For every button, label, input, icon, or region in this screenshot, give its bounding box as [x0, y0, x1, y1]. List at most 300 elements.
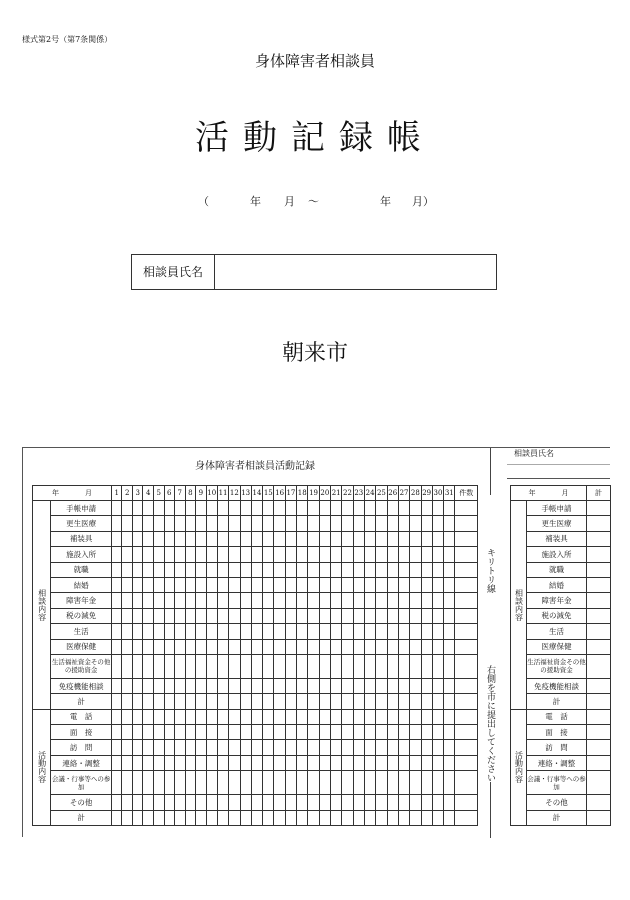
- day-cell[interactable]: [251, 562, 262, 577]
- day-cell[interactable]: [376, 795, 387, 810]
- total-cell[interactable]: [587, 740, 611, 755]
- day-cell[interactable]: [410, 516, 421, 531]
- day-cell[interactable]: [229, 709, 240, 724]
- day-cell[interactable]: [154, 501, 165, 516]
- day-cell[interactable]: [376, 694, 387, 709]
- day-cell[interactable]: [387, 709, 398, 724]
- day-cell[interactable]: [319, 771, 330, 795]
- day-cell[interactable]: [274, 639, 285, 654]
- day-cell[interactable]: [154, 547, 165, 562]
- day-cell[interactable]: [217, 624, 228, 639]
- day-cell[interactable]: [308, 516, 319, 531]
- day-cell[interactable]: [331, 810, 342, 825]
- day-cell[interactable]: [444, 709, 455, 724]
- day-cell[interactable]: [164, 678, 175, 693]
- day-cell[interactable]: [196, 531, 207, 546]
- day-cell[interactable]: [206, 771, 217, 795]
- day-cell[interactable]: [164, 547, 175, 562]
- day-cell[interactable]: [410, 608, 421, 623]
- day-cell[interactable]: [444, 593, 455, 608]
- day-cell[interactable]: [364, 725, 375, 740]
- day-cell[interactable]: [229, 654, 240, 678]
- day-cell[interactable]: [342, 755, 353, 770]
- day-cell[interactable]: [132, 624, 143, 639]
- count-cell[interactable]: [455, 771, 478, 795]
- day-cell[interactable]: [217, 562, 228, 577]
- day-cell[interactable]: [410, 771, 421, 795]
- day-cell[interactable]: [376, 624, 387, 639]
- day-cell[interactable]: [297, 639, 308, 654]
- day-cell[interactable]: [387, 593, 398, 608]
- day-cell[interactable]: [206, 755, 217, 770]
- day-cell[interactable]: [376, 654, 387, 678]
- day-cell[interactable]: [196, 547, 207, 562]
- day-cell[interactable]: [217, 516, 228, 531]
- day-cell[interactable]: [143, 795, 154, 810]
- day-cell[interactable]: [376, 501, 387, 516]
- day-cell[interactable]: [229, 740, 240, 755]
- day-cell[interactable]: [251, 755, 262, 770]
- day-cell[interactable]: [410, 593, 421, 608]
- day-cell[interactable]: [297, 810, 308, 825]
- day-cell[interactable]: [319, 639, 330, 654]
- day-cell[interactable]: [398, 624, 409, 639]
- day-cell[interactable]: [342, 608, 353, 623]
- day-cell[interactable]: [432, 562, 443, 577]
- day-cell[interactable]: [342, 795, 353, 810]
- day-cell[interactable]: [206, 795, 217, 810]
- day-cell[interactable]: [240, 639, 251, 654]
- day-cell[interactable]: [421, 562, 432, 577]
- day-cell[interactable]: [421, 678, 432, 693]
- day-cell[interactable]: [154, 562, 165, 577]
- day-cell[interactable]: [297, 547, 308, 562]
- day-cell[interactable]: [444, 771, 455, 795]
- day-cell[interactable]: [251, 694, 262, 709]
- day-cell[interactable]: [297, 501, 308, 516]
- day-cell[interactable]: [410, 501, 421, 516]
- day-cell[interactable]: [398, 740, 409, 755]
- day-cell[interactable]: [342, 501, 353, 516]
- day-cell[interactable]: [185, 740, 196, 755]
- day-cell[interactable]: [251, 639, 262, 654]
- day-cell[interactable]: [263, 694, 274, 709]
- day-cell[interactable]: [175, 547, 186, 562]
- day-cell[interactable]: [154, 740, 165, 755]
- day-cell[interactable]: [444, 740, 455, 755]
- day-cell[interactable]: [111, 562, 122, 577]
- day-cell[interactable]: [240, 725, 251, 740]
- day-cell[interactable]: [319, 531, 330, 546]
- day-cell[interactable]: [421, 608, 432, 623]
- day-cell[interactable]: [154, 755, 165, 770]
- day-cell[interactable]: [297, 577, 308, 592]
- day-cell[interactable]: [185, 608, 196, 623]
- day-cell[interactable]: [251, 795, 262, 810]
- day-cell[interactable]: [122, 654, 133, 678]
- day-cell[interactable]: [331, 577, 342, 592]
- day-cell[interactable]: [398, 562, 409, 577]
- day-cell[interactable]: [132, 694, 143, 709]
- day-cell[interactable]: [132, 501, 143, 516]
- day-cell[interactable]: [132, 709, 143, 724]
- day-cell[interactable]: [398, 547, 409, 562]
- day-cell[interactable]: [285, 593, 296, 608]
- day-cell[interactable]: [185, 531, 196, 546]
- day-cell[interactable]: [154, 694, 165, 709]
- day-cell[interactable]: [240, 593, 251, 608]
- day-cell[interactable]: [376, 547, 387, 562]
- day-cell[interactable]: [432, 516, 443, 531]
- day-cell[interactable]: [353, 593, 364, 608]
- day-cell[interactable]: [185, 547, 196, 562]
- day-cell[interactable]: [297, 755, 308, 770]
- day-cell[interactable]: [274, 608, 285, 623]
- count-cell[interactable]: [455, 624, 478, 639]
- day-cell[interactable]: [342, 547, 353, 562]
- day-cell[interactable]: [398, 725, 409, 740]
- day-cell[interactable]: [398, 755, 409, 770]
- day-cell[interactable]: [421, 639, 432, 654]
- day-cell[interactable]: [217, 740, 228, 755]
- day-cell[interactable]: [196, 694, 207, 709]
- day-cell[interactable]: [353, 810, 364, 825]
- day-cell[interactable]: [196, 810, 207, 825]
- day-cell[interactable]: [111, 547, 122, 562]
- day-cell[interactable]: [432, 678, 443, 693]
- day-cell[interactable]: [122, 725, 133, 740]
- day-cell[interactable]: [175, 593, 186, 608]
- day-cell[interactable]: [240, 531, 251, 546]
- day-cell[interactable]: [122, 795, 133, 810]
- day-cell[interactable]: [444, 678, 455, 693]
- day-cell[interactable]: [319, 725, 330, 740]
- count-cell[interactable]: [455, 810, 478, 825]
- day-cell[interactable]: [285, 755, 296, 770]
- day-cell[interactable]: [421, 771, 432, 795]
- day-cell[interactable]: [410, 740, 421, 755]
- day-cell[interactable]: [410, 639, 421, 654]
- day-cell[interactable]: [122, 547, 133, 562]
- day-cell[interactable]: [143, 810, 154, 825]
- day-cell[interactable]: [263, 795, 274, 810]
- day-cell[interactable]: [274, 501, 285, 516]
- day-cell[interactable]: [122, 531, 133, 546]
- day-cell[interactable]: [206, 577, 217, 592]
- day-cell[interactable]: [132, 516, 143, 531]
- day-cell[interactable]: [353, 624, 364, 639]
- day-cell[interactable]: [364, 516, 375, 531]
- day-cell[interactable]: [122, 624, 133, 639]
- count-cell[interactable]: [455, 725, 478, 740]
- day-cell[interactable]: [143, 562, 154, 577]
- day-cell[interactable]: [240, 795, 251, 810]
- day-cell[interactable]: [154, 577, 165, 592]
- day-cell[interactable]: [175, 694, 186, 709]
- day-cell[interactable]: [285, 725, 296, 740]
- day-cell[interactable]: [421, 755, 432, 770]
- day-cell[interactable]: [251, 771, 262, 795]
- day-cell[interactable]: [240, 516, 251, 531]
- day-cell[interactable]: [274, 725, 285, 740]
- day-cell[interactable]: [376, 531, 387, 546]
- day-cell[interactable]: [387, 562, 398, 577]
- day-cell[interactable]: [164, 694, 175, 709]
- day-cell[interactable]: [185, 755, 196, 770]
- day-cell[interactable]: [154, 516, 165, 531]
- day-cell[interactable]: [444, 516, 455, 531]
- day-cell[interactable]: [132, 562, 143, 577]
- day-cell[interactable]: [274, 593, 285, 608]
- day-cell[interactable]: [297, 795, 308, 810]
- day-cell[interactable]: [185, 709, 196, 724]
- day-cell[interactable]: [353, 501, 364, 516]
- day-cell[interactable]: [331, 755, 342, 770]
- day-cell[interactable]: [342, 639, 353, 654]
- day-cell[interactable]: [308, 639, 319, 654]
- day-cell[interactable]: [387, 694, 398, 709]
- count-cell[interactable]: [455, 562, 478, 577]
- day-cell[interactable]: [410, 547, 421, 562]
- day-cell[interactable]: [251, 516, 262, 531]
- day-cell[interactable]: [164, 624, 175, 639]
- day-cell[interactable]: [206, 501, 217, 516]
- day-cell[interactable]: [421, 577, 432, 592]
- day-cell[interactable]: [353, 562, 364, 577]
- day-cell[interactable]: [421, 740, 432, 755]
- count-cell[interactable]: [455, 516, 478, 531]
- day-cell[interactable]: [398, 771, 409, 795]
- day-cell[interactable]: [240, 562, 251, 577]
- day-cell[interactable]: [353, 709, 364, 724]
- day-cell[interactable]: [240, 810, 251, 825]
- day-cell[interactable]: [175, 678, 186, 693]
- day-cell[interactable]: [164, 709, 175, 724]
- day-cell[interactable]: [143, 501, 154, 516]
- day-cell[interactable]: [206, 531, 217, 546]
- day-cell[interactable]: [297, 654, 308, 678]
- day-cell[interactable]: [274, 577, 285, 592]
- day-cell[interactable]: [263, 678, 274, 693]
- day-cell[interactable]: [143, 654, 154, 678]
- count-cell[interactable]: [455, 654, 478, 678]
- day-cell[interactable]: [353, 755, 364, 770]
- day-cell[interactable]: [154, 810, 165, 825]
- day-cell[interactable]: [297, 725, 308, 740]
- day-cell[interactable]: [206, 516, 217, 531]
- day-cell[interactable]: [132, 771, 143, 795]
- day-cell[interactable]: [398, 516, 409, 531]
- day-cell[interactable]: [263, 771, 274, 795]
- day-cell[interactable]: [154, 639, 165, 654]
- day-cell[interactable]: [285, 562, 296, 577]
- day-cell[interactable]: [274, 709, 285, 724]
- day-cell[interactable]: [387, 608, 398, 623]
- day-cell[interactable]: [206, 562, 217, 577]
- day-cell[interactable]: [251, 740, 262, 755]
- day-cell[interactable]: [364, 624, 375, 639]
- day-cell[interactable]: [111, 577, 122, 592]
- day-cell[interactable]: [331, 501, 342, 516]
- day-cell[interactable]: [164, 516, 175, 531]
- total-cell[interactable]: [587, 531, 611, 546]
- day-cell[interactable]: [308, 562, 319, 577]
- day-cell[interactable]: [206, 810, 217, 825]
- day-cell[interactable]: [229, 755, 240, 770]
- day-cell[interactable]: [308, 755, 319, 770]
- day-cell[interactable]: [308, 501, 319, 516]
- day-cell[interactable]: [285, 771, 296, 795]
- day-cell[interactable]: [297, 562, 308, 577]
- day-cell[interactable]: [376, 810, 387, 825]
- day-cell[interactable]: [132, 608, 143, 623]
- day-cell[interactable]: [410, 755, 421, 770]
- day-cell[interactable]: [398, 608, 409, 623]
- day-cell[interactable]: [217, 593, 228, 608]
- day-cell[interactable]: [285, 740, 296, 755]
- day-cell[interactable]: [274, 810, 285, 825]
- day-cell[interactable]: [297, 531, 308, 546]
- day-cell[interactable]: [164, 725, 175, 740]
- day-cell[interactable]: [122, 678, 133, 693]
- day-cell[interactable]: [206, 709, 217, 724]
- day-cell[interactable]: [342, 725, 353, 740]
- day-cell[interactable]: [331, 740, 342, 755]
- day-cell[interactable]: [175, 516, 186, 531]
- day-cell[interactable]: [331, 678, 342, 693]
- day-cell[interactable]: [164, 608, 175, 623]
- day-cell[interactable]: [308, 740, 319, 755]
- day-cell[interactable]: [263, 810, 274, 825]
- day-cell[interactable]: [364, 755, 375, 770]
- day-cell[interactable]: [319, 501, 330, 516]
- day-cell[interactable]: [319, 624, 330, 639]
- day-cell[interactable]: [353, 795, 364, 810]
- day-cell[interactable]: [342, 577, 353, 592]
- day-cell[interactable]: [122, 709, 133, 724]
- day-cell[interactable]: [164, 639, 175, 654]
- day-cell[interactable]: [217, 654, 228, 678]
- count-cell[interactable]: [455, 608, 478, 623]
- day-cell[interactable]: [319, 755, 330, 770]
- day-cell[interactable]: [297, 709, 308, 724]
- day-cell[interactable]: [263, 501, 274, 516]
- day-cell[interactable]: [398, 531, 409, 546]
- day-cell[interactable]: [353, 771, 364, 795]
- day-cell[interactable]: [274, 547, 285, 562]
- day-cell[interactable]: [111, 771, 122, 795]
- day-cell[interactable]: [217, 678, 228, 693]
- day-cell[interactable]: [308, 795, 319, 810]
- day-cell[interactable]: [319, 810, 330, 825]
- total-cell[interactable]: [587, 654, 611, 678]
- day-cell[interactable]: [263, 755, 274, 770]
- day-cell[interactable]: [432, 624, 443, 639]
- day-cell[interactable]: [206, 547, 217, 562]
- day-cell[interactable]: [274, 678, 285, 693]
- day-cell[interactable]: [353, 740, 364, 755]
- day-cell[interactable]: [364, 608, 375, 623]
- day-cell[interactable]: [185, 795, 196, 810]
- day-cell[interactable]: [432, 694, 443, 709]
- day-cell[interactable]: [342, 593, 353, 608]
- day-cell[interactable]: [410, 810, 421, 825]
- day-cell[interactable]: [122, 755, 133, 770]
- day-cell[interactable]: [444, 694, 455, 709]
- day-cell[interactable]: [376, 593, 387, 608]
- day-cell[interactable]: [217, 725, 228, 740]
- day-cell[interactable]: [111, 639, 122, 654]
- day-cell[interactable]: [353, 547, 364, 562]
- day-cell[interactable]: [206, 593, 217, 608]
- day-cell[interactable]: [387, 624, 398, 639]
- day-cell[interactable]: [410, 725, 421, 740]
- day-cell[interactable]: [111, 531, 122, 546]
- day-cell[interactable]: [185, 639, 196, 654]
- day-cell[interactable]: [432, 639, 443, 654]
- day-cell[interactable]: [175, 755, 186, 770]
- day-cell[interactable]: [364, 501, 375, 516]
- day-cell[interactable]: [342, 516, 353, 531]
- day-cell[interactable]: [285, 624, 296, 639]
- day-cell[interactable]: [164, 501, 175, 516]
- day-cell[interactable]: [353, 654, 364, 678]
- day-cell[interactable]: [122, 593, 133, 608]
- day-cell[interactable]: [111, 608, 122, 623]
- day-cell[interactable]: [274, 654, 285, 678]
- day-cell[interactable]: [421, 795, 432, 810]
- day-cell[interactable]: [432, 709, 443, 724]
- day-cell[interactable]: [308, 725, 319, 740]
- day-cell[interactable]: [285, 531, 296, 546]
- total-cell[interactable]: [587, 725, 611, 740]
- day-cell[interactable]: [154, 624, 165, 639]
- day-cell[interactable]: [342, 654, 353, 678]
- day-cell[interactable]: [111, 624, 122, 639]
- day-cell[interactable]: [319, 795, 330, 810]
- day-cell[interactable]: [175, 624, 186, 639]
- day-cell[interactable]: [444, 608, 455, 623]
- day-cell[interactable]: [353, 725, 364, 740]
- day-cell[interactable]: [398, 810, 409, 825]
- day-cell[interactable]: [111, 810, 122, 825]
- day-cell[interactable]: [432, 755, 443, 770]
- day-cell[interactable]: [154, 654, 165, 678]
- day-cell[interactable]: [143, 547, 154, 562]
- day-cell[interactable]: [154, 771, 165, 795]
- day-cell[interactable]: [285, 547, 296, 562]
- day-cell[interactable]: [196, 562, 207, 577]
- day-cell[interactable]: [217, 795, 228, 810]
- day-cell[interactable]: [432, 531, 443, 546]
- day-cell[interactable]: [196, 795, 207, 810]
- day-cell[interactable]: [143, 725, 154, 740]
- day-cell[interactable]: [122, 771, 133, 795]
- day-cell[interactable]: [229, 810, 240, 825]
- day-cell[interactable]: [154, 593, 165, 608]
- day-cell[interactable]: [364, 639, 375, 654]
- day-cell[interactable]: [285, 678, 296, 693]
- day-cell[interactable]: [154, 795, 165, 810]
- day-cell[interactable]: [387, 639, 398, 654]
- total-cell[interactable]: [587, 678, 611, 693]
- day-cell[interactable]: [196, 771, 207, 795]
- day-cell[interactable]: [444, 577, 455, 592]
- day-cell[interactable]: [274, 740, 285, 755]
- day-cell[interactable]: [185, 593, 196, 608]
- day-cell[interactable]: [263, 740, 274, 755]
- day-cell[interactable]: [132, 593, 143, 608]
